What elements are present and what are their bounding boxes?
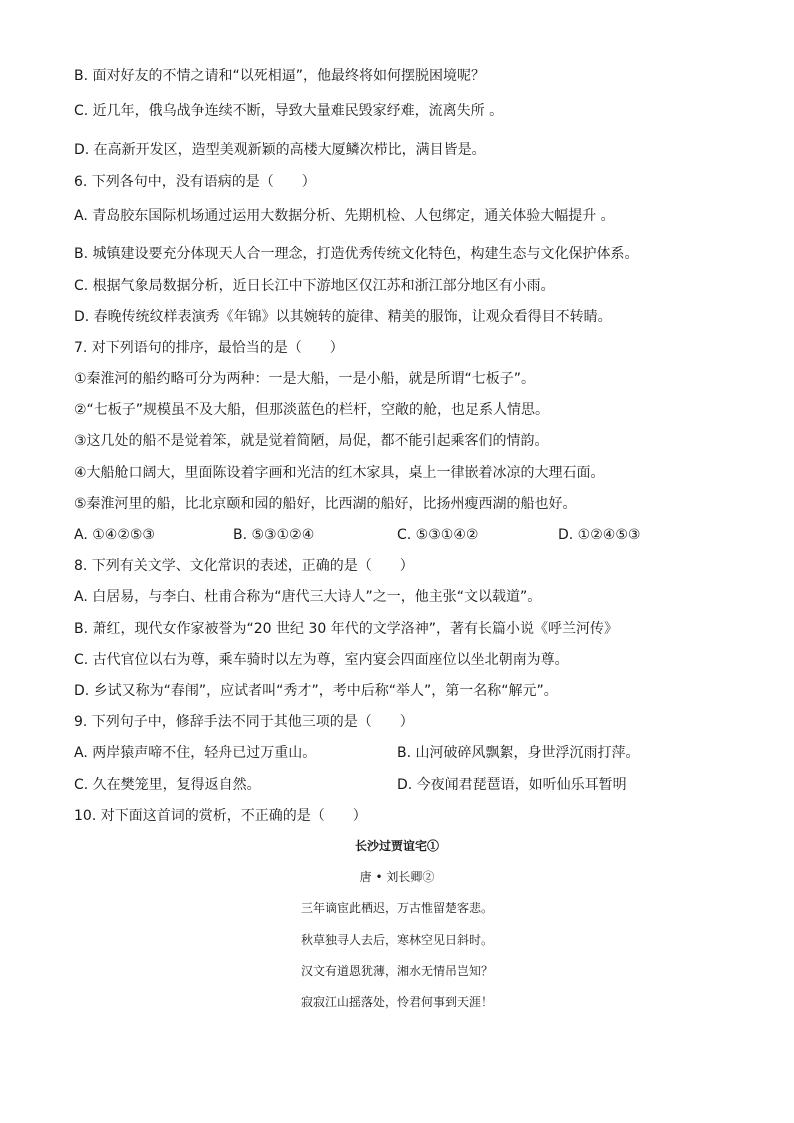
q9-option-a: A. 两岸猿声啼不住，轻舟已过万重山。 [74,745,317,761]
q7-option-c: C. ⑤③①④② [397,527,479,543]
q7-sentence-1: ①秦淮河的船约略可分为两种：一是大船，一是小船，就是所谓“七板子”。 [74,371,536,387]
poem-line-3: 汉文有道恩犹薄，湘水无情吊岂知？ [300,964,493,978]
q6-option-c: C. 根据气象局数据分析，近日长江中下游地区仅江苏和浙江部分地区有小雨。 [74,278,555,294]
q5-option-b: B. 面对好友的不情之请和“以死相逼”，他最终将如何摆脱困境呢？ [74,68,486,84]
poem-line-2: 秋草独寻人去后，寒林空见日斜时。 [300,933,493,947]
q7-option-b: B. ⑤③①②④ [233,527,315,543]
q6-stem: 6. 下列各句中，没有语病的是（ ） [74,174,316,190]
q8-option-b: B. 萧红，现代女作家被誉为“20 世纪 30 年代的文学洛神”，著有长篇小说《呼兰河传》 [74,621,618,637]
q7-sentence-2: ②“七板子”规模虽不及大船，但那淡蓝色的栏杆，空敞的舱，也足系人情思。 [74,402,550,418]
q7-sentence-5: ⑤秦淮河里的船，比北京颐和园的船好，比西湖的船好，比扬州瘦西湖的船也好。 [74,496,577,512]
q8-option-c: C. 古代官位以右为尊，乘车骑时以左为尊，室内宴会四面座位以坐北朝南为尊。 [74,652,569,668]
q6-option-d: D. 春晚传统纹样表演秀《年锦》以其婉转的旋律、精美的服饰，让观众看得目不转睛。 [74,309,612,325]
poem-line-1: 三年谪宦此栖迟，万古惟留楚客悲。 [300,901,493,915]
q8-option-d: D. 乡试又称为“春闱”，应试者叫“秀才”，考中后称“举人”，第一名称“解元”。 [74,683,558,699]
q8-stem: 8. 下列有关文学、文化常识的表述，正确的是（ ） [74,558,414,574]
q6-option-b: B. 城镇建设要充分体现天人合一理念，打造优秀传统文化特色，构建生态与文化保护体系。 [74,246,639,262]
q7-sentence-4: ④大船舱口阔大，里面陈设着字画和光洁的红木家具，桌上一律嵌着冰凉的大理石面。 [74,465,605,481]
poem-author: 唐 • 刘长卿② [359,870,435,884]
q8-option-a: A. 白居易，与李白、杜甫合称为“唐代三大诗人”之一，他主张“文以载道”。 [74,589,542,605]
q9-option-c: C. 久在樊笼里，复得返自然。 [74,777,261,793]
q7-sentence-3: ③这几处的船不是觉着笨，就是觉着简陋，局促，都不能引起乘客们的情韵。 [74,433,549,449]
q5-option-c: C. 近几年，俄乌战争连续不断，导致大量难民毁家纾难，流离失所 。 [74,103,504,119]
poem-title: 长沙过贾谊宅① [354,839,439,853]
poem-line-4: 寂寂江山摇落处，怜君何事到天涯！ [300,995,493,1009]
q7-option-d: D. ①②④⑤③ [558,527,641,543]
q9-option-d: D. 今夜闻君琵琶语，如听仙乐耳暂明 [397,777,627,793]
q7-stem: 7. 对下列语句的排序，最恰当的是（ ） [74,340,344,356]
q9-option-b: B. 山河破碎风飘絮，身世浮沉雨打萍。 [397,745,640,761]
q7-option-a: A. ①④②⑤③ [74,527,155,543]
q6-option-a: A. 青岛胶东国际机场通过运用大数据分析、先期机检、人包绑定，通关体验大幅提升 。 [74,208,615,224]
q5-option-d: D. 在高新开发区，造型美观新颖的高楼大厦鳞次栉比，满目皆是。 [74,142,486,158]
q9-stem: 9. 下列句子中，修辞手法不同于其他三项的是（ ） [74,714,414,730]
q10-stem: 10. 对下面这首词的赏析，不正确的是（ ） [74,808,367,824]
